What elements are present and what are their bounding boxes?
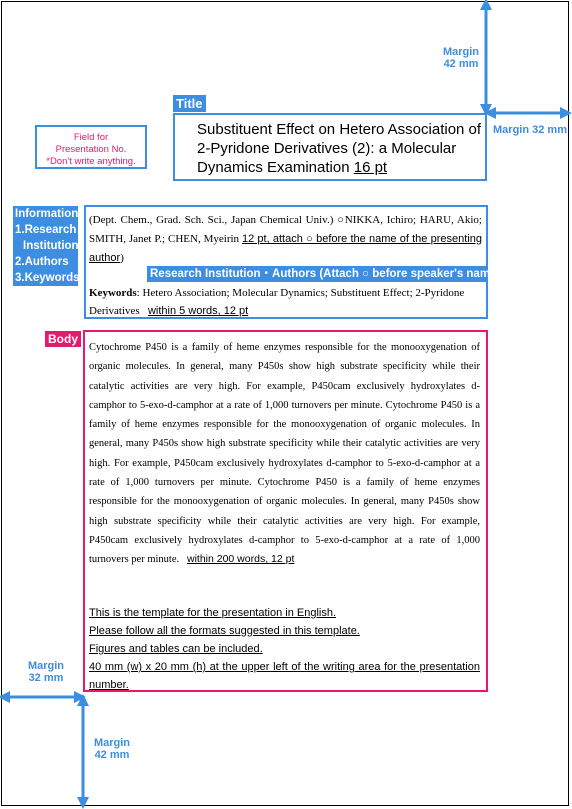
- note-line-4: 40 mm (w) x 20 mm (h) at the upper left of the writing area for the presentation number.: [89, 661, 480, 691]
- field-line-3: *Don't write anything.: [46, 156, 136, 167]
- body-box: [83, 330, 488, 692]
- note-line-1: This is the template for the presentation in English.: [89, 607, 337, 619]
- field-line-1: Field for: [73, 132, 109, 143]
- body-label: Body: [45, 331, 81, 347]
- information-label-line-4: 2.Authors: [15, 256, 69, 268]
- bottom-margin-label: Margin 42 mm: [93, 737, 131, 761]
- information-box: [84, 205, 501, 319]
- title-label: Title: [173, 95, 206, 112]
- top-margin-label: Margin 42 mm: [442, 46, 480, 70]
- authors-note: 12 pt, attach ○ before the name of the presenting author: [89, 233, 483, 264]
- body-text: [89, 338, 480, 570]
- body-size-note: within 200 words, 12 pt: [186, 553, 295, 566]
- note-line-2: Please follow all the formats suggested in this template.: [89, 625, 360, 637]
- keywords-label: Keywords: [89, 287, 137, 299]
- note-line-3: Figures and tables can be included.: [89, 643, 263, 655]
- information-label-line-2: 1.Research: [15, 224, 77, 236]
- right-margin-label: Margin 32 mm: [493, 124, 567, 136]
- presentation-number-field: [35, 125, 147, 169]
- left-margin-label: Margin 32 mm: [27, 660, 65, 684]
- information-label-line-5: 3.Keywords: [15, 272, 80, 284]
- keywords-block: [89, 284, 482, 320]
- title-box: [173, 113, 487, 181]
- information-label-line-1: Information: [15, 208, 79, 220]
- authors-text: (Dept. Chem., Grad. Sch. Sci., Japan Chemical Univ.) ○NIKKA, Ichiro; HARU, Akio; SMITH, Janet P.; CHEN, Myeirin: [89, 214, 482, 245]
- title-size-note: 16 pt: [353, 159, 388, 176]
- keywords-text: : Hetero Association; Molecular Dynamics; Substituent Effect; 2-Pyridone Derivatives: [89, 287, 465, 317]
- authors-block: [89, 211, 482, 268]
- information-label-line-3: Institution: [23, 240, 79, 252]
- research-institution-banner: Research Institution・Authors (Attach ○ before speaker's name): [147, 266, 486, 282]
- authors-close: ): [120, 252, 124, 264]
- keywords-note: within 5 words, 12 pt: [147, 305, 249, 317]
- field-line-2: Presentation No.: [55, 144, 127, 155]
- title-text: [197, 120, 485, 177]
- body-paragraph: Cytochrome P450 is a family of heme enzymes responsible for the monooxygenation of organic molecules. In general, many P450s show high substrate specificity while their catalytic activities are very high. For example, P450cam exclusively hydroxylates d-camphor to 5-exo-d-camphor at a rate of 1,000 turnovers per minute. Cytochrome P450 is a family of heme enzymes responsible for the monooxygenation of organic molecules. In general, many P450s show high substrate specificity while their catalytic activities are very high. For example, P450cam exclusively hydroxylates d-camphor to 5-exo-d-camphor at a rate of 1,000 turnovers per minute. Cytochrome P450 is a family of heme enzymes responsible for the monooxygenation of organic molecules. In general, many P450s show high substrate specificity while their catalytic activities are very high. For example, P450cam exclusively hydroxylates d-camphor to 5-exo-d-camphor at a rate of 1,000 turnovers per minute.: [89, 342, 480, 566]
- information-label: [13, 206, 78, 286]
- template-notes: [89, 604, 480, 694]
- title-main: Substituent Effect on Hetero Association of 2-Pyridone Derivatives (2): a Molecular Dynamics Examination: [197, 121, 482, 176]
